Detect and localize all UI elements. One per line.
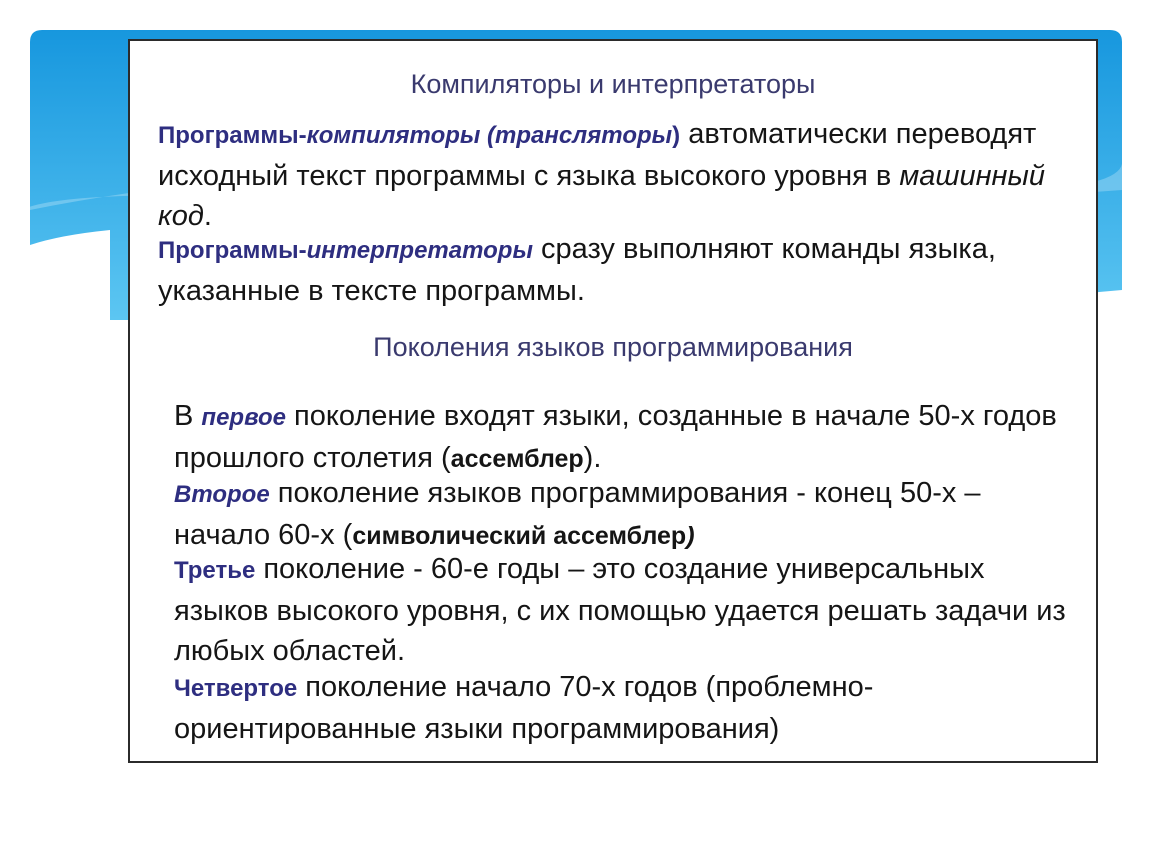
- keyword-programs: Программы-: [158, 122, 307, 149]
- keyword-first: первое: [201, 404, 286, 431]
- keyword-second: Второе: [174, 481, 270, 508]
- heading-language-generations: Поколения языков программирования: [373, 332, 853, 362]
- gen1-text: поколение входят языки, созданные в начале 50-х годов прошлого столетия (: [174, 400, 1057, 474]
- gen1-suffix: ).: [583, 442, 602, 474]
- paragraph-compilers: [158, 114, 1078, 236]
- interpreters-text: сразу выполняют команды языка, указанные в тексте программы.: [158, 233, 996, 307]
- paragraph-generation-1: [174, 396, 1074, 479]
- gen2-text: поколение языков программирования - конец 50-х – начало 60-х (: [174, 477, 981, 551]
- keyword-third: Третье: [174, 557, 256, 584]
- keyword-programs-2: Программы-: [158, 237, 307, 264]
- keyword-compilers: компиляторы (трансляторы: [306, 122, 673, 149]
- gen4-text: поколение начало 70-х годов (проблемно-ориентированные языки программирования): [174, 671, 874, 745]
- keyword-interpreters: интерпретаторы: [306, 237, 533, 264]
- gen3-text: поколение - 60-е годы – это создание универсальных языков высокого уровня, с их помощью удается решать задачи из любых областей.: [174, 553, 1066, 667]
- slide-content-card: [128, 39, 1098, 763]
- paragraph-generation-2: [174, 473, 1074, 556]
- paragraph-generation-3: [174, 549, 1074, 671]
- machine-code-term: машинный код: [158, 160, 1045, 232]
- paragraph-generation-4: [174, 667, 1074, 749]
- paragraph-interpreters: [158, 229, 1078, 311]
- gen2-suffix: ): [686, 522, 695, 550]
- gen1-prefix: В: [174, 400, 202, 432]
- keyword-paren: ): [672, 122, 681, 149]
- term-symbolic-assembler: символический ассемблер: [352, 522, 687, 550]
- term-assembler: ассемблер: [450, 445, 584, 473]
- compilers-text: автоматически переводят исходный текст программы с языка высокого уровня в: [158, 118, 1037, 192]
- heading-compilers-interpreters: Компиляторы и интерпретаторы: [410, 69, 816, 99]
- keyword-fourth: Четвертое: [174, 675, 298, 702]
- compilers-period: .: [203, 200, 212, 232]
